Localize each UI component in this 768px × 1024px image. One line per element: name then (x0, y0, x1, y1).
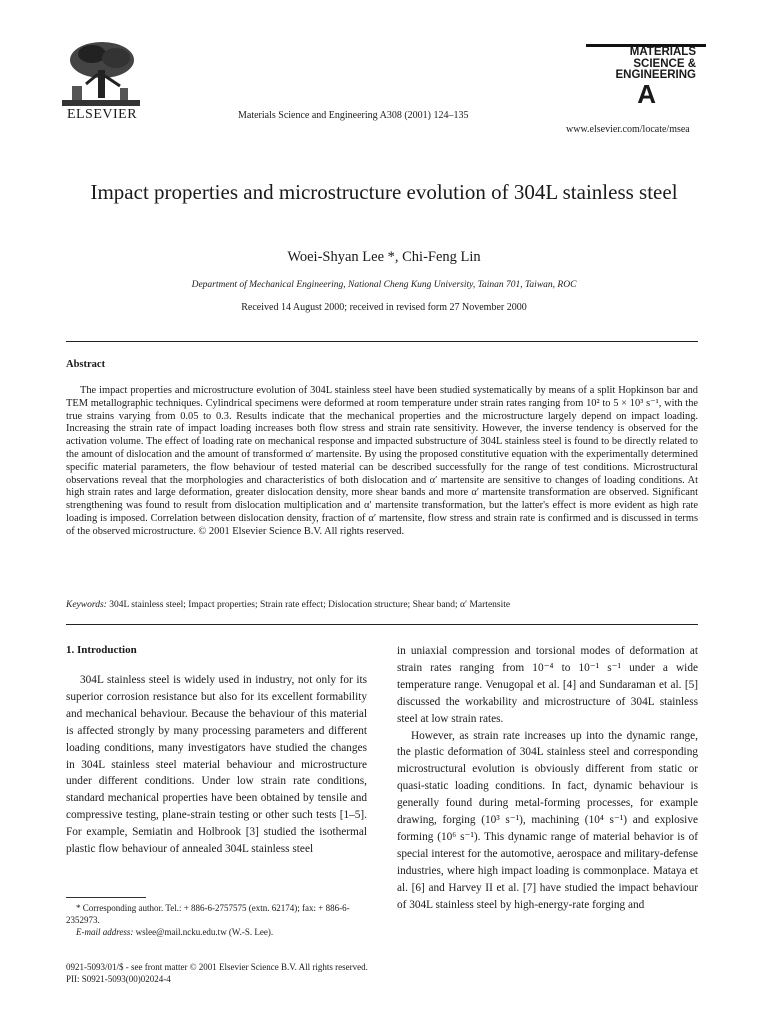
journal-logo (586, 44, 706, 109)
divider (66, 341, 698, 342)
footer (66, 961, 368, 985)
divider (66, 624, 698, 625)
keywords-label: Keywords: (66, 600, 107, 610)
authors: Woei-Shyan Lee *, Chi-Feng Lin (287, 249, 481, 265)
paper-title: Impact properties and microstructure evolution of 304L stainless steel (90, 180, 678, 204)
received-dates: Received 14 August 2000; received in revised form 27 November 2000 (241, 302, 527, 313)
email-label: E-mail address: (76, 927, 134, 937)
footnote-divider (66, 897, 146, 898)
keywords (66, 600, 698, 610)
journal-logo-line: ENGINEERING (615, 69, 696, 81)
email-address[interactable]: wslee@mail.ncku.edu.tw (W.-S. Lee). (135, 927, 274, 937)
left-column (66, 672, 367, 858)
keywords-text: 304L stainless steel; Impact properties; Strain rate effect; Dislocation structure; Shear band; α′ Martensite (109, 600, 511, 610)
footnote-contact: * Corresponding author. Tel.: + 886-6-2757575 (extn. 62174); fax: + 886-6-2352973. (66, 903, 350, 925)
journal-url[interactable]: www.elsevier.com/locate/msea (566, 124, 690, 135)
paragraph: in uniaxial compression and torsional modes of deformation at strain rates ranging from 10⁻⁴ to 10⁻¹ s⁻¹ under a wide temperature range. Venugopal et al. [4] and Sundaraman et al. [5] discussed the workability and microstructure of 304L stainless steel at low strain rates. (397, 645, 698, 725)
elsevier-tree-logo (62, 40, 140, 106)
footer-pii: PII: S0921-5093(00)02024-4 (66, 974, 171, 984)
right-column (397, 643, 698, 914)
publisher-name: ELSEVIER (66, 107, 138, 122)
paragraph: 304L stainless steel is widely used in industry, not only for its superior corrosion resistance but also for its excellent formability and mechanical behaviour. Because the behaviour of this material is affected strongly by many processing parameters and different loading conditions, many investigators have studied the changes in 304L stainless steel material behaviour and microstructure under different conditions. Under low strain rate conditions, standard mechanical properties have been obtained by tensile and compressive testing, plane-strain testing or other such tests [1–5]. For example, Semiatin and Holbrook [3] studied the isothermal plastic flow behaviour of annealed 304L stainless steel (66, 674, 367, 856)
paragraph: However, as strain rate increases up into the dynamic range, the plastic deformation of 304L stainless steel and corresponding microstructural evolution is obviously different from static or quasi-static loading conditions. In fact, dynamic behaviour is generally found during metal-forming processes, for example drawing, forging (10³ s⁻¹), machining (10⁴ s⁻¹) and explosive forming (10⁶ s⁻¹). This dynamic range of material behavior is of special interest for the automotive, aerospace and military-defense industries, where high impact loading is commonplace. Mataya et al. [6] and Harvey II et al. [7] have studied the impact behaviour of 304L stainless steel by high-energy-rate forging and (397, 729, 698, 911)
affiliation: Department of Mechanical Engineering, National Cheng Kung University, Tainan 701, Taiwan, ROC (191, 280, 577, 290)
footer-copyright: 0921-5093/01/$ - see front matter © 2001 Elsevier Science B.V. All rights reserved. (66, 962, 368, 972)
abstract-heading: Abstract (66, 359, 106, 370)
journal-logo-line: SCIENCE & (633, 57, 696, 70)
journal-logo-line: MATERIALS (629, 46, 696, 58)
footnote (66, 902, 371, 938)
journal-logo-letter: A (637, 78, 656, 109)
abstract-body: The impact properties and microstructure evolution of 304L stainless steel have been studied systematically by means of a split Hopkinson bar and TEM metallographic techniques. Cylindrical specimens were deformed at room temperature under strain rates ranging from 10² to 5 × 10³ s⁻¹, with the true strains varying from 0.05 to 0.3. Results indicate that the mechanical properties and the microstructure largely depend on impact loading. Increasing the strain rate of impact loading increases both flow stress and strain rate sensitivity. However, the inverse tendency is observed for the activation volume. The effect of loading rate on mechanical response and impacted substructure of 304L stainless steel is found to be directly related to the amount of dislocation and the amount of transformed α′ martensite. By using the proposed constitutive equation with the experimentally determined specific material parameters, the flow behaviour of tested material can be described successfully for the range of test conditions. Microstructural observations reveal that the morphologies and characteristics of both dislocation and α′ martensite are sensitive to changes of loading conditions. At high strain rates and large deformation, greater dislocation density, more shear bands and more α′ martensite transformation are observed. Significant strengthening was found to result from dislocation multiplication and α′ martensite transformation, but the latter's effect is more evident as high rate loading is imposed. Correlation between dislocation density, fraction of α′ martensite, flow stress and strain rate is confirmed and is discussed in terms of the observed microstructure. © 2001 Elsevier Science B.V. All rights reserved. (66, 385, 698, 537)
journal-citation: Materials Science and Engineering A308 (2001) 124–135 (238, 110, 469, 121)
section-heading: 1. Introduction (66, 644, 137, 656)
